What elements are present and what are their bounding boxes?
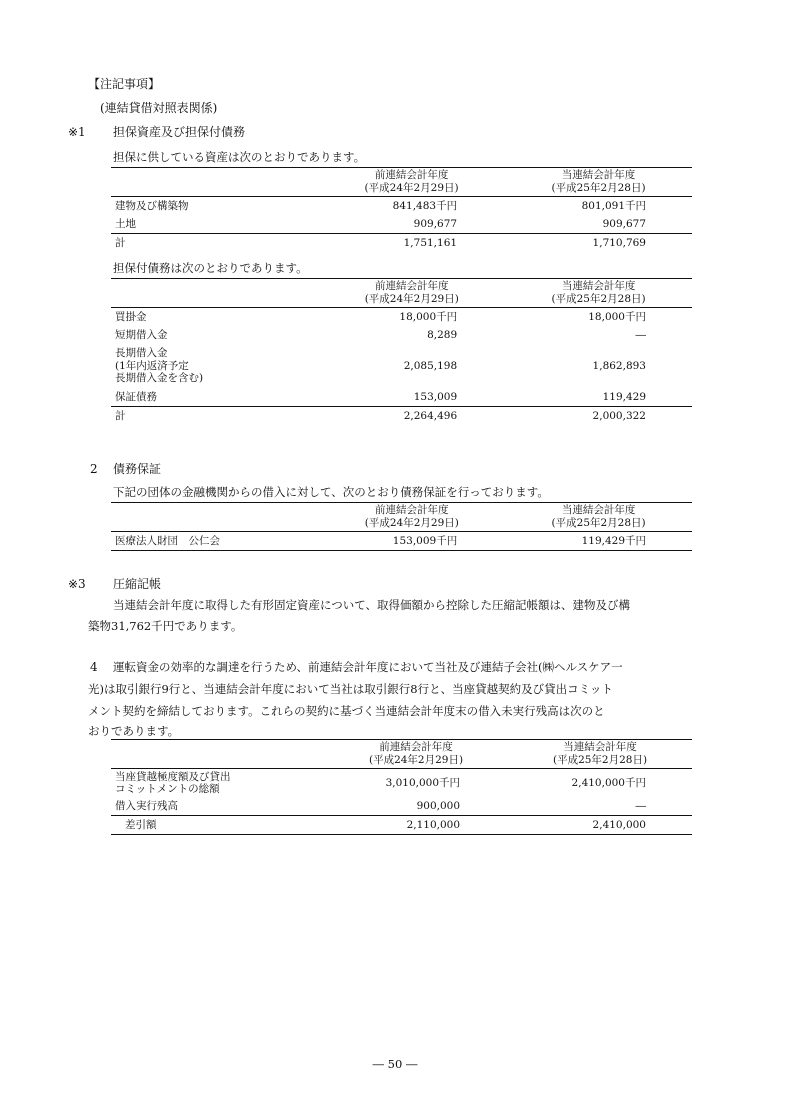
credit-line-table xyxy=(111,739,692,835)
table-row: 短期借入金 8,289 ― xyxy=(115,328,646,341)
table-row: 土地 909,677 909,677 xyxy=(115,217,646,230)
note1-heading: 担保資産及び担保付債務 xyxy=(113,125,246,139)
secured-debts-table xyxy=(111,278,692,425)
note2-heading: 債務保証 xyxy=(113,462,162,476)
col-header-prev: 前連結会計年度 (平成24年2月29日) xyxy=(318,503,505,532)
note2-marker: 2 xyxy=(90,462,98,476)
table-row: 借入実行残高 900,000 ― xyxy=(115,799,646,812)
table-row: 長期借入金 (1年内返済予定 長期借入金を含む) 2,085,198 1,862,893 xyxy=(115,347,646,385)
table-header-row xyxy=(111,279,692,308)
note4-text-line4: おりであります。 xyxy=(88,724,180,738)
section-subtitle: (連結貸借対照表関係) xyxy=(100,101,218,115)
table-header-row xyxy=(111,740,692,769)
guarantee-table xyxy=(111,502,692,551)
note1-debts-intro: 担保付債務は次のとおりであります。 xyxy=(113,261,308,275)
table-total-row: 計 1,751,161 1,710,769 xyxy=(111,234,692,253)
note2-intro: 下記の団体の金融機関からの借入に対して、次のとおり債務保証を行っております。 xyxy=(113,485,549,499)
section-title: 【注記事項】 xyxy=(88,77,161,91)
note4-marker: 4 xyxy=(90,660,98,674)
col-header-curr: 当連結会計年度 (平成25年2月28日) xyxy=(505,503,692,532)
note3-heading: 圧縮記帳 xyxy=(113,577,162,591)
table-row: 医療法人財団 公仁会 153,009千円 119,429千円 xyxy=(111,532,692,551)
table-total-row: 計 2,264,496 2,000,322 xyxy=(111,407,692,426)
note1-marker: ※1 xyxy=(68,125,86,139)
col-header-prev: 前連結会計年度 (平成24年2月29日) xyxy=(318,279,505,308)
page-number: ― 50 ― xyxy=(372,1057,418,1071)
col-header-prev: 前連結会計年度 (平成24年2月29日) xyxy=(324,740,508,769)
note4-text-line3: メント契約を締結しております。これらの契約に基づく当連結会計年度末の借入未実行残高は次のと xyxy=(88,704,605,718)
col-header-prev: 前連結会計年度 (平成24年2月29日) xyxy=(318,168,505,197)
table-row: 保証債務 153,009 119,429 xyxy=(115,390,646,403)
note1-assets-intro: 担保に供している資産は次のとおりであります。 xyxy=(113,150,366,164)
table-row: 当座貸越極度額及び貸出 コミットメントの総額 3,010,000千円 2,410,000千円 xyxy=(115,771,646,796)
note4-text-line1: 運転資金の効率的な調達を行うため、前連結会計年度において当社及び連結子会社(㈱ヘルスケア一 xyxy=(113,660,623,674)
table-header-row xyxy=(111,503,692,532)
table-row: 買掛金 18,000千円 18,000千円 xyxy=(115,310,646,323)
table-header-row xyxy=(111,168,692,197)
col-header-curr: 当連結会計年度 (平成25年2月28日) xyxy=(505,279,692,308)
collateral-assets-table xyxy=(111,167,692,252)
col-header-curr: 当連結会計年度 (平成25年2月28日) xyxy=(508,740,692,769)
note3-text-line1: 当連結会計年度に取得した有形固定資産について、取得価額から控除した圧縮記帳額は、建物及び構 xyxy=(113,598,631,612)
table-total-row: 差引額 2,110,000 2,410,000 xyxy=(111,816,692,835)
table-row: 建物及び構築物 841,483千円 801,091千円 xyxy=(115,199,646,212)
col-header-curr: 当連結会計年度 (平成25年2月28日) xyxy=(505,168,692,197)
note3-text-line2: 築物31,762千円であります。 xyxy=(88,619,243,633)
note3-marker: ※3 xyxy=(68,577,86,591)
note4-text-line2: 光)は取引銀行9行と、当連結会計年度において当社は取引銀行8行と、当座貸越契約及び貸出コミット xyxy=(88,682,613,696)
